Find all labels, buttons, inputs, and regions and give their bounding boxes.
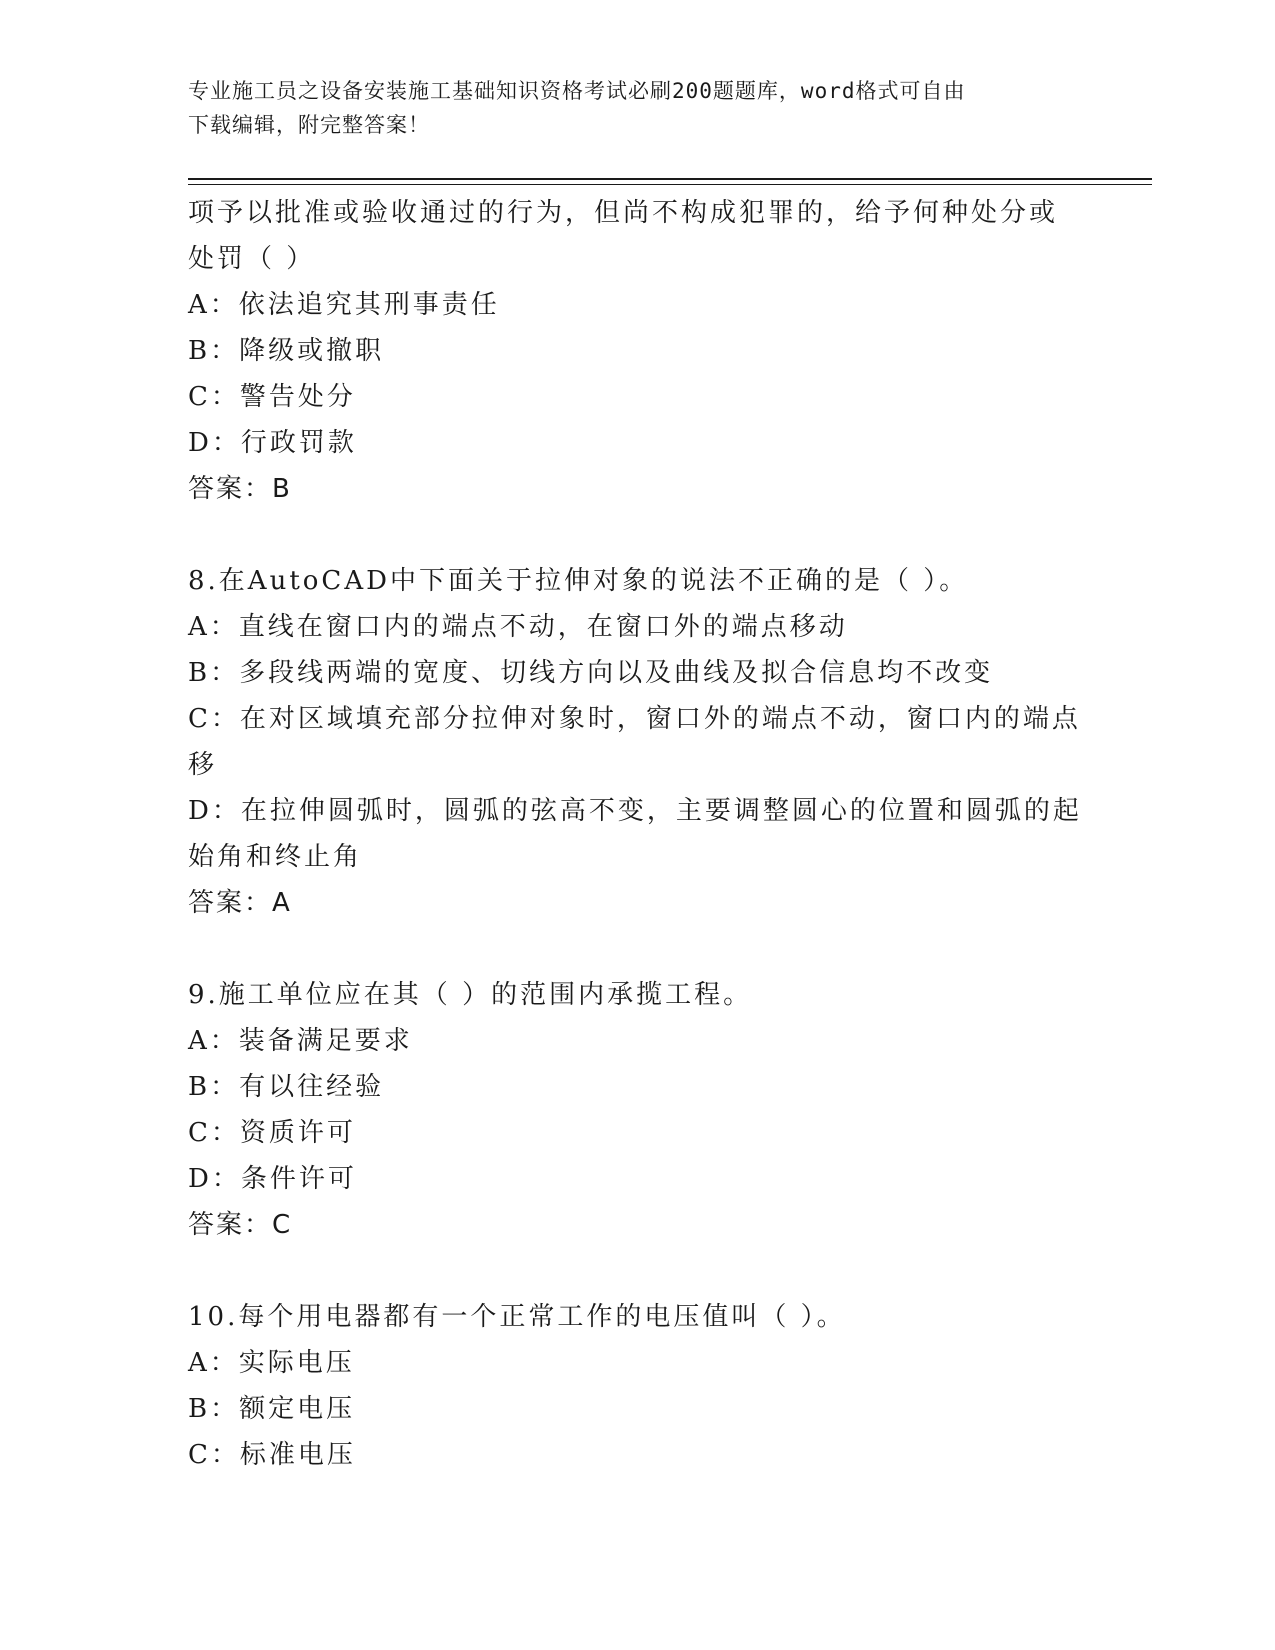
question-stem-continued: 处罚（ ）	[188, 244, 316, 274]
spacer	[188, 926, 1088, 972]
question-7	[188, 190, 1088, 512]
question-stem: 9.施工单位应在其（ ）的范围内承揽工程。	[188, 980, 753, 1010]
question-8	[188, 558, 1088, 926]
header-line-1: 专业施工员之设备安装施工基础知识资格考试必刷200题题库，word格式可自由	[188, 79, 966, 103]
option-a: A：直线在窗口内的端点不动，在窗口外的端点移动	[188, 612, 848, 642]
option-b: B：有以往经验	[188, 1072, 385, 1102]
option-c: C：标准电压	[188, 1440, 356, 1470]
option-d-continued: 始角和终止角	[188, 842, 363, 872]
header-line-2: 下载编辑，附完整答案！	[188, 113, 430, 137]
option-c-continued: 移	[188, 750, 218, 780]
answer-label: 答案：A	[188, 888, 292, 918]
spacer	[188, 1248, 1088, 1294]
answer-label: 答案：C	[188, 1210, 293, 1240]
option-d: D：条件许可	[188, 1164, 357, 1194]
question-stem: 10.每个用电器都有一个正常工作的电压值叫（ ）。	[188, 1302, 846, 1332]
answer-label: 答案：B	[188, 474, 292, 504]
option-d: D：行政罚款	[188, 428, 357, 458]
option-b: B：额定电压	[188, 1394, 356, 1424]
spacer	[188, 512, 1088, 558]
document-header	[188, 74, 1068, 142]
option-a: A：装备满足要求	[188, 1026, 413, 1056]
question-10	[188, 1294, 1088, 1478]
question-stem: 项予以批准或验收通过的行为，但尚不构成犯罪的，给予何种处分或	[188, 198, 1059, 228]
option-d: D：在拉伸圆弧时，圆弧的弦高不变，主要调整圆心的位置和圆弧的起	[188, 796, 1082, 826]
option-c: C：资质许可	[188, 1118, 356, 1148]
header-divider-thick	[188, 178, 1152, 180]
question-9	[188, 972, 1088, 1248]
option-b: B：降级或撤职	[188, 336, 385, 366]
header-divider-thin	[188, 184, 1152, 185]
option-a: A：依法追究其刑事责任	[188, 290, 500, 320]
option-b: B：多段线两端的宽度、切线方向以及曲线及拟合信息均不改变	[188, 658, 994, 688]
option-c: C：在对区域填充部分拉伸对象时，窗口外的端点不动，窗口内的端点	[188, 704, 1081, 734]
option-a: A：实际电压	[188, 1348, 355, 1378]
question-stem: 8.在AutoCAD中下面关于拉伸对象的说法不正确的是（ ）。	[188, 566, 969, 596]
option-c: C：警告处分	[188, 382, 356, 412]
question-list	[188, 190, 1088, 1478]
